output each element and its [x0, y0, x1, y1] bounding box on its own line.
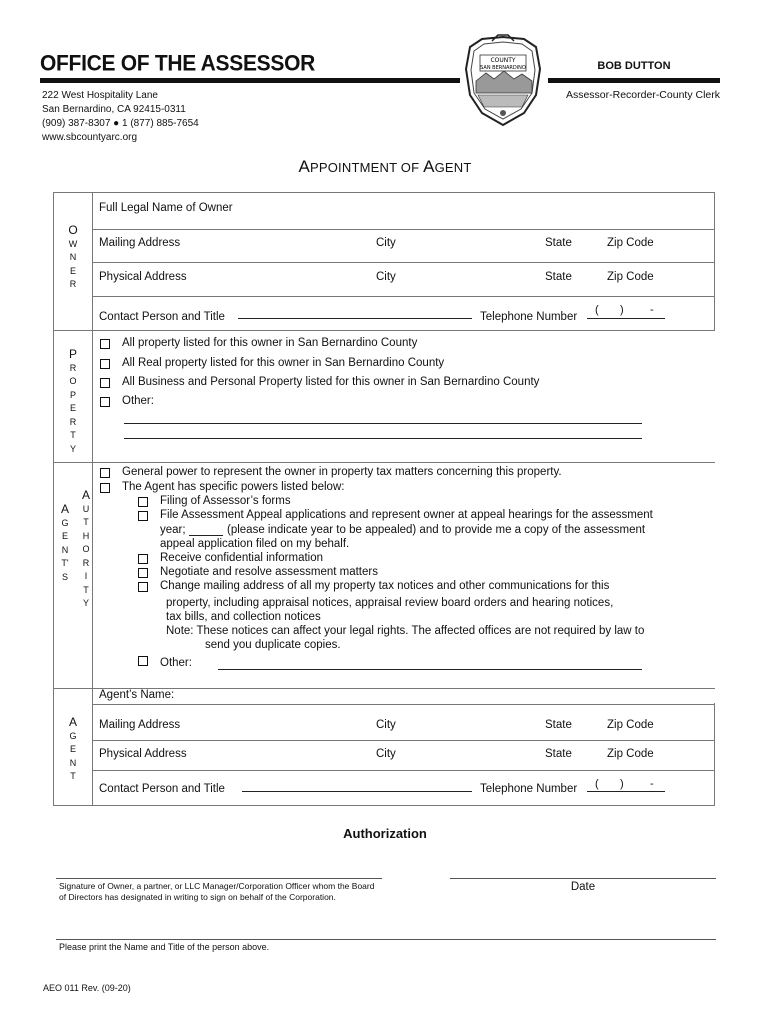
power-mailing-line-2: property, including appraisal notices, appraisal review board orders and hearing notices,	[166, 597, 614, 609]
owner-mailing-label: Mailing Address	[99, 237, 181, 249]
agent-contact-line[interactable]	[242, 791, 472, 792]
signature-note: Signature of Owner, a partner, or LLC Manager/Corporation Officer whom the Board of Directors has designated in writing to sign on behalf of the Corporation.	[59, 881, 375, 902]
agent-mailing-label: Mailing Address	[99, 719, 181, 731]
official-title: Assessor-Recorder-County Clerk	[565, 89, 720, 101]
agent-phone-close-paren: )	[620, 778, 624, 790]
owner-telephone-label: Telephone Number	[480, 311, 578, 323]
property-frame-bottom	[53, 462, 715, 463]
power-appeal-line-3: appeal application filed on my behalf.	[160, 538, 350, 550]
owner-mailing-city-label: City	[376, 237, 396, 249]
property-other-line-2[interactable]	[124, 438, 642, 439]
owner-frame-top	[53, 192, 715, 193]
power-appeal-line-1: File Assessment Appeal applications and represent owner at appeal hearings for the assessment	[160, 509, 653, 521]
agent-row-divider-2	[92, 740, 715, 741]
general-power-checkbox[interactable]	[100, 468, 110, 478]
address-line-1: 222 West Hospitality Lane	[42, 90, 158, 101]
owner-mailing-state-label: State	[545, 237, 572, 249]
title-cap-2: A	[423, 157, 435, 176]
power-mailing-checkbox[interactable]	[138, 582, 148, 592]
agent-mailing-city-label: City	[376, 719, 396, 731]
website: www.sbcountyarc.org	[42, 132, 138, 143]
agent-telephone-label: Telephone Number	[480, 783, 578, 795]
seal-top-text: COUNTY	[490, 57, 516, 64]
authority-side-label: A U T H O R I T Y	[81, 488, 90, 608]
owner-phone-open-paren: (	[595, 304, 599, 316]
address-line-2: San Bernardino, CA 92415-0311	[42, 104, 186, 115]
power-negotiate-label: Negotiate and resolve assessment matters	[160, 566, 378, 578]
print-name-note: Please print the Name and Title of the person above.	[59, 942, 270, 952]
owner-contact-line[interactable]	[238, 318, 472, 319]
agents-side-label: A G E N T' S	[60, 502, 69, 582]
power-mailing-line-3: tax bills, and collection notices	[166, 611, 321, 623]
property-business-checkbox[interactable]	[100, 378, 110, 388]
owner-row-divider-1	[92, 229, 715, 230]
header-rule-left	[40, 78, 460, 83]
agent-name-label: Agent’s Name:	[99, 689, 175, 701]
property-side-label: P R O P E R T Y	[68, 347, 77, 454]
power-note-line-1: Note: These notices can affect your legal rights. The affected offices are not required by law to	[166, 625, 645, 637]
owner-physical-state-label: State	[545, 271, 572, 283]
power-appeal-checkbox[interactable]	[138, 511, 148, 521]
phone-line: (909) 387-8307 ● 1 (877) 885-7654	[42, 118, 199, 129]
document-title	[0, 157, 770, 177]
power-negotiate-checkbox[interactable]	[138, 568, 148, 578]
office-title: OFFICE OF THE ASSESSOR	[40, 51, 315, 76]
title-rest-1: PPOINTMENT OF	[310, 160, 424, 175]
agent-mailing-state-label: State	[545, 719, 572, 731]
agent-row-divider-1	[92, 704, 715, 705]
power-note-line-2: send you duplicate copies.	[205, 639, 341, 651]
agent-mailing-zip-label: Zip Code	[607, 719, 654, 731]
power-confidential-checkbox[interactable]	[138, 554, 148, 564]
agent-physical-state-label: State	[545, 748, 572, 760]
agent-frame-bottom	[53, 805, 715, 806]
signature-line[interactable]	[56, 878, 382, 879]
form-number: AEO 011 Rev. (09-20)	[43, 983, 131, 993]
property-all-checkbox[interactable]	[100, 339, 110, 349]
agent-phone-dash: -	[650, 778, 654, 790]
agent-telephone-line[interactable]	[587, 791, 665, 792]
property-business-label: All Business and Personal Property listed for this owner in San Bernardino County	[122, 376, 540, 388]
property-real-label: All Real property listed for this owner in San Bernardino County	[122, 357, 445, 369]
owner-full-name-label: Full Legal Name of Owner	[99, 202, 233, 214]
official-name: BOB DUTTON	[597, 60, 671, 72]
title-cap-1: A	[298, 157, 310, 176]
owner-side-label: O W N E R	[68, 223, 78, 289]
owner-contact-label: Contact Person and Title	[99, 311, 225, 323]
print-name-line[interactable]	[56, 939, 716, 940]
property-other-checkbox[interactable]	[100, 397, 110, 407]
power-confidential-label: Receive confidential information	[160, 552, 324, 564]
agent-row-divider-3	[92, 770, 715, 771]
owner-physical-zip-label: Zip Code	[607, 271, 654, 283]
owner-mailing-zip-label: Zip Code	[607, 237, 654, 249]
appeal-year-line[interactable]	[189, 535, 223, 536]
title-rest-2: GENT	[434, 160, 472, 175]
agent-phone-open-paren: (	[595, 778, 599, 790]
power-other-line[interactable]	[218, 669, 642, 670]
agent-frame-right	[714, 703, 715, 806]
seal-bottom-text: SAN BERNARDINO	[480, 65, 526, 71]
power-appeal-line-2a: year;	[160, 524, 186, 536]
property-other-line-1[interactable]	[124, 423, 642, 424]
power-mailing-line-1: Change mailing address of all my property tax notices and other communications for this	[160, 580, 610, 592]
agent-physical-city-label: City	[376, 748, 396, 760]
header-rule-right	[548, 78, 720, 83]
agent-contact-label: Contact Person and Title	[99, 783, 225, 795]
specific-powers-checkbox[interactable]	[100, 483, 110, 493]
power-filing-label: Filing of Assessor’s forms	[160, 495, 291, 507]
specific-powers-label: The Agent has specific powers listed below:	[122, 481, 345, 493]
owner-physical-city-label: City	[376, 271, 396, 283]
power-other-checkbox[interactable]	[138, 656, 148, 666]
date-line[interactable]	[450, 878, 716, 879]
owner-telephone-line[interactable]	[587, 318, 665, 319]
owner-row-divider-3	[92, 296, 715, 297]
power-other-label: Other:	[160, 657, 192, 669]
agent-side-label: A G E N T	[68, 715, 77, 781]
date-label: Date	[570, 881, 596, 893]
agent-physical-label: Physical Address	[99, 748, 187, 760]
county-seal-icon	[462, 33, 544, 129]
owner-physical-label: Physical Address	[99, 271, 187, 283]
property-real-checkbox[interactable]	[100, 359, 110, 369]
property-other-label: Other:	[122, 395, 154, 407]
authorization-heading: Authorization	[343, 826, 427, 841]
owner-phone-close-paren: )	[620, 304, 624, 316]
property-all-label: All property listed for this owner in San Bernardino County	[122, 337, 418, 349]
owner-row-divider-2	[92, 262, 715, 263]
owner-frame-right	[714, 192, 715, 330]
owner-frame-bottom	[53, 330, 715, 331]
power-appeal-line-2b: (please indicate year to be appealed) and to provide me a copy of the assessment	[227, 524, 646, 536]
agent-physical-zip-label: Zip Code	[607, 748, 654, 760]
general-power-label: General power to represent the owner in property tax matters concerning this property.	[122, 466, 562, 478]
owner-phone-dash: -	[650, 304, 654, 316]
power-filing-checkbox[interactable]	[138, 497, 148, 507]
